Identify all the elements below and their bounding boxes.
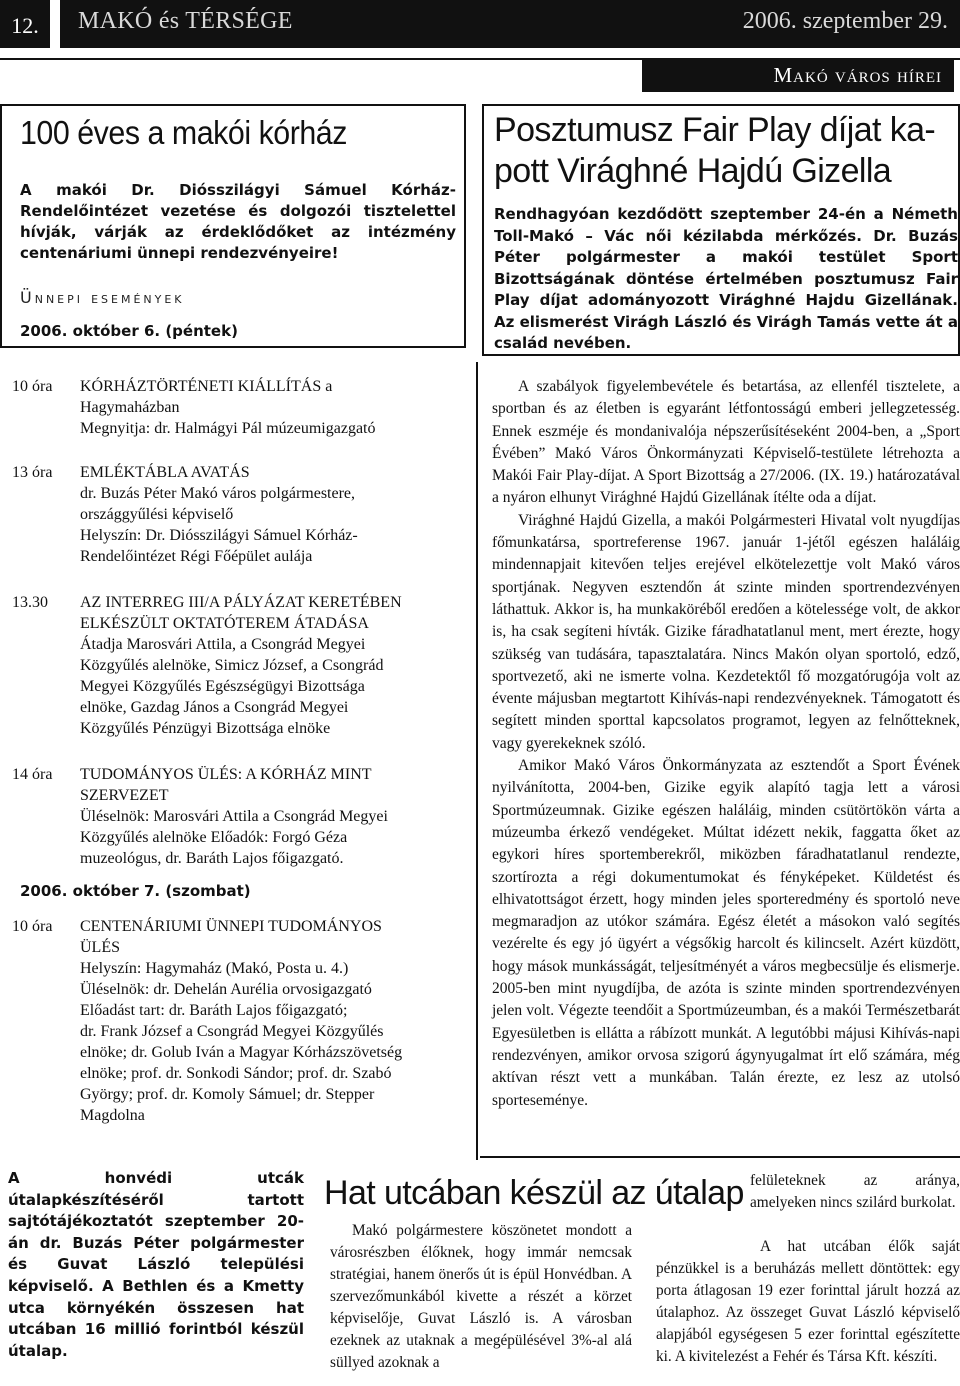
program-line: Üléselnök: Marosvári Attila a Csongrád Megyei <box>80 808 388 825</box>
page-number: 12. <box>0 0 50 48</box>
bottom-article-col1 <box>330 1220 632 1374</box>
program-body <box>80 916 480 1126</box>
program-line: Magdolna <box>80 1107 145 1124</box>
program-body <box>80 376 480 439</box>
issue-date: 2006. szeptember 29. <box>742 8 948 34</box>
program-line: dr. Buzás Péter Makó város polgármestere, <box>80 485 356 502</box>
program-body <box>80 592 480 739</box>
program-line: Helyszín: Dr. Diósszilágyi Sámuel Kórház- <box>80 527 358 544</box>
program-line: elnöke, Gazdag János a Csongrád Megyei <box>80 699 349 716</box>
bottom-article-title: Hat utcában készül az útalap <box>324 1174 744 1212</box>
program-line: ÜLÉS <box>80 939 120 956</box>
program-line: SZERVEZET <box>80 787 169 804</box>
article-paragraph: felületeknek az aránya, amelyeken nincs szilárd burkolat. <box>750 1172 960 1211</box>
program-line: Közgyűlés alelnöke, Simicz József, a Csongrád <box>80 657 384 674</box>
program-line: Közgyűlés Pénzügyi Bizottsága elnöke <box>80 720 331 737</box>
program-time: 10 óra <box>12 378 53 395</box>
article-paragraph: Virághné Hajdú Gizella, a makói Polgármesteri Hivatal volt nyugdíjas főmunkatársa, sportreferense 1967. január 1-jétől egészen haláláig mindennapjait kitevően teljes erejével elkötelezettje volt Makó város sportjának. Negyven esztendőn át szinte minden sportrendezvényen láthattuk. Akkor is, ha munkaköréből eredően a kötelessége volt, de akkor is, ha csak segíteni hívták. Gizike fáradhatatlanul ment, mert érezte, hogy szükség van tudására, tapasztalatára. Nincs Makón olyan sportoló, edző, sportvezető, aki ne ismerte volna. Kezdetektől fő mozgatórugója volt az évente májusban megtartott Kihívás-napi rendezvényeknek. Támogatott és segített minden sporttal kapcsolatos programot, legyen az felnőtteknek, vagy gyerekeknek szóló. <box>492 511 960 752</box>
program-time: 13.30 <box>12 594 48 611</box>
program-line: dr. Frank József a Csongrád Megyei Közgyűlés <box>80 1023 384 1040</box>
program-body <box>80 462 480 567</box>
bottom-article-lead: A honvédi utcák útalapkészítéséről tartott sajtótájékoztatót szeptember 20-án dr. Buzás Péter polgármester és Guvat László települési képviselő. A Bethlen és a Kmetty utca környékén összesen hat utcában 16 millió forintból készül útalap. <box>8 1169 304 1360</box>
right-article-body <box>492 376 960 1112</box>
bottom-article-col2-top <box>750 1170 960 1214</box>
program-line: muzeológus, dr. Baráth Lajos főigazgató. <box>80 850 344 867</box>
program-line: Rendelőintézet Régi Főépület aulája <box>80 548 313 565</box>
column-rule <box>476 362 478 1160</box>
program-time: 10 óra <box>12 918 53 935</box>
article-paragraph: A szabályok figyelembevétele és betartása, az ellenfél tisztelete, a sportban és az életben is egyaránt létfontosságú emberi jellegzetesség. Ennek eszméje és mondanivalója népszerűsítéseként 2004-ben, a „Sport Évében” Makó Város Önkormányzati Képviselő-testülete létrehozta a Makói Fair Play-díjat. A Sport Bizottság a 27/2006. (IX. 19.) határozatával a nyáron elhunyt Virághné Hajdú Gizellának ítélte oda a díjat. <box>492 378 960 507</box>
program-line: Üléselnök: dr. Dehelán Aurélia orvosigazgató <box>80 981 372 998</box>
day1-heading: 2006. október 6. (péntek) <box>20 322 238 340</box>
right-article-lead: Rendhagyóan kezdődött szeptember 24-én a Németh Toll-Makó – Vác női kézilabda mérkőzés. Dr. Buzás Péter polgármester a makói testület Sport Bizottságának döntése értelmében posztumusz Fair Play díjat adományozott Virághné Hajdu Gizellának. Az elismerést Virágh László és Virágh Tamás vette át a család nevében. <box>494 205 958 352</box>
program-body <box>80 764 480 869</box>
program-line: Közgyűlés alelnöke Előadók: Forgó Géza <box>80 829 348 846</box>
program-time: 14 óra <box>12 766 53 783</box>
program-line: CENTENÁRIUMI ÜNNEPI TUDOMÁNYOS <box>80 918 382 935</box>
section-rule <box>480 1156 960 1158</box>
left-article-title: 100 éves a makói kórház <box>20 114 347 151</box>
left-article-lead: A makói Dr. Diósszilágyi Sámuel Kórház-Rendelőintézet vezetése és dolgozói tisztelettel hívják, várják az érdeklődőket az intézmény centenáriumi ünnepi rendezvényeire! <box>20 181 456 262</box>
program-line: országgyűlési képviselő <box>80 506 234 523</box>
day2-heading: 2006. október 7. (szombat) <box>20 882 251 900</box>
program-line: Átadja Marosvári Attila, a Csongrád Megyei <box>80 636 366 653</box>
program-line: György; prof. dr. Komoly Sámuel; dr. Stepper <box>80 1086 375 1103</box>
program-line: Hagymaházban <box>80 399 180 416</box>
program-line: AZ INTERREG III/A PÁLYÁZAT KERETÉBEN <box>80 594 402 611</box>
article-paragraph: A hat utcában élők saját pénzükkel is a beruházás mellett döntöttek: egy porta átlagosan 19 ezer forinttal járult hozzá az útalaphoz. Az összeget Guvat László képviselő alapjából egységesen 5 ezer forinttal egészítette ki. A kivitelezést a Fehér és Társa Kft. készíti. <box>656 1238 960 1365</box>
program-line: KÓRHÁZTÖRTÉNETI KIÁLLÍTÁS a <box>80 378 333 395</box>
program-line: Helyszín: Hagymaház (Makó, Posta u. 4.) <box>80 960 349 977</box>
bottom-article-col2 <box>656 1236 960 1368</box>
publication-title: MAKÓ és TÉRSÉGE <box>78 8 293 34</box>
program-line: Megyei Közgyűlés Egészségügyi Bizottsága <box>80 678 365 695</box>
article-paragraph: Amikor Makó Város Önkormányzata az esztendőt a Sport Évének nyilvánította, 2004-ben, Gizike egyik alapító tagja lett a városi Sportmúzeumnak. Gizike egészen haláláig, minden csütörtökön várta a múzeumba érkező vendégeket. Múltat idézett nekik, faggatta őket az egykori híres sportemberekről, miközben fáradhatatlanul rendezte, szortírozta a régi dokumentumokat és fényképeket. Küldetést és elhivatottságot érzett, hogy minden jeles sporteredmény és sportoló neve megmaradjon az utókor számára. Egész életét a másokon való segítés vezérelte és egy jó ügyért a végsőkig harcolt és kilincselt. Azért küzdött, hogy mások munkásságát, teljesítményét a város megbecsülje és elismerje. 2005-ben mint nyugdíjba, de azóta is szinte minden sportrendezvényen jelen volt. Végezte teendőit a Sportmúzeumban, és a makói Természetbarát Egyesületben is ellátta a rábízott munkát. A legutóbbi májusi Kihívás-napi rendezvényen, amikor orvosa szigorú ágynyugalmat írt elő számára, még aktívan részt vett a munkában. Talán érezte, ez lesz az utolsó sporteseménye. <box>492 757 960 1109</box>
program-line: ELKÉSZÜLT OKTATÓTEREM ÁTADÁSA <box>80 615 369 632</box>
events-heading: Ünnepi események <box>20 288 185 307</box>
program-line: Előadást tart: dr. Baráth Lajos főigazgató; <box>80 1002 348 1019</box>
right-article-title: Posztumusz Fair Play díjat ka-pott Virághné Hajdú Gizella <box>494 111 936 190</box>
program-line: TUDOMÁNYOS ÜLÉS: A KÓRHÁZ MINT <box>80 766 372 783</box>
program-line: Megnyitja: dr. Halmágyi Pál múzeumigazgató <box>80 420 376 437</box>
section-rubric: Makó város hírei <box>642 58 954 92</box>
program-line: EMLÉKTÁBLA AVATÁS <box>80 464 250 481</box>
program-line: elnöke; dr. Golub Iván a Magyar Kórházszövetség <box>80 1044 403 1061</box>
article-paragraph: Makó polgármestere köszönetet mondott a városrészben élőknek, hogy immár nemcsak stratégiai, hanem önerős út is épül Honvédban. A szervezőmunkából kivette a részét a körzet képviselője, Guvat László is. A városban ezeknek az utaknak a megépülésével 3%-al alá süllyed azoknak a <box>330 1222 632 1371</box>
program-time: 13 óra <box>12 464 53 481</box>
program-line: elnöke; prof. dr. Sonkodi Sándor; prof. dr. Szabó <box>80 1065 392 1082</box>
